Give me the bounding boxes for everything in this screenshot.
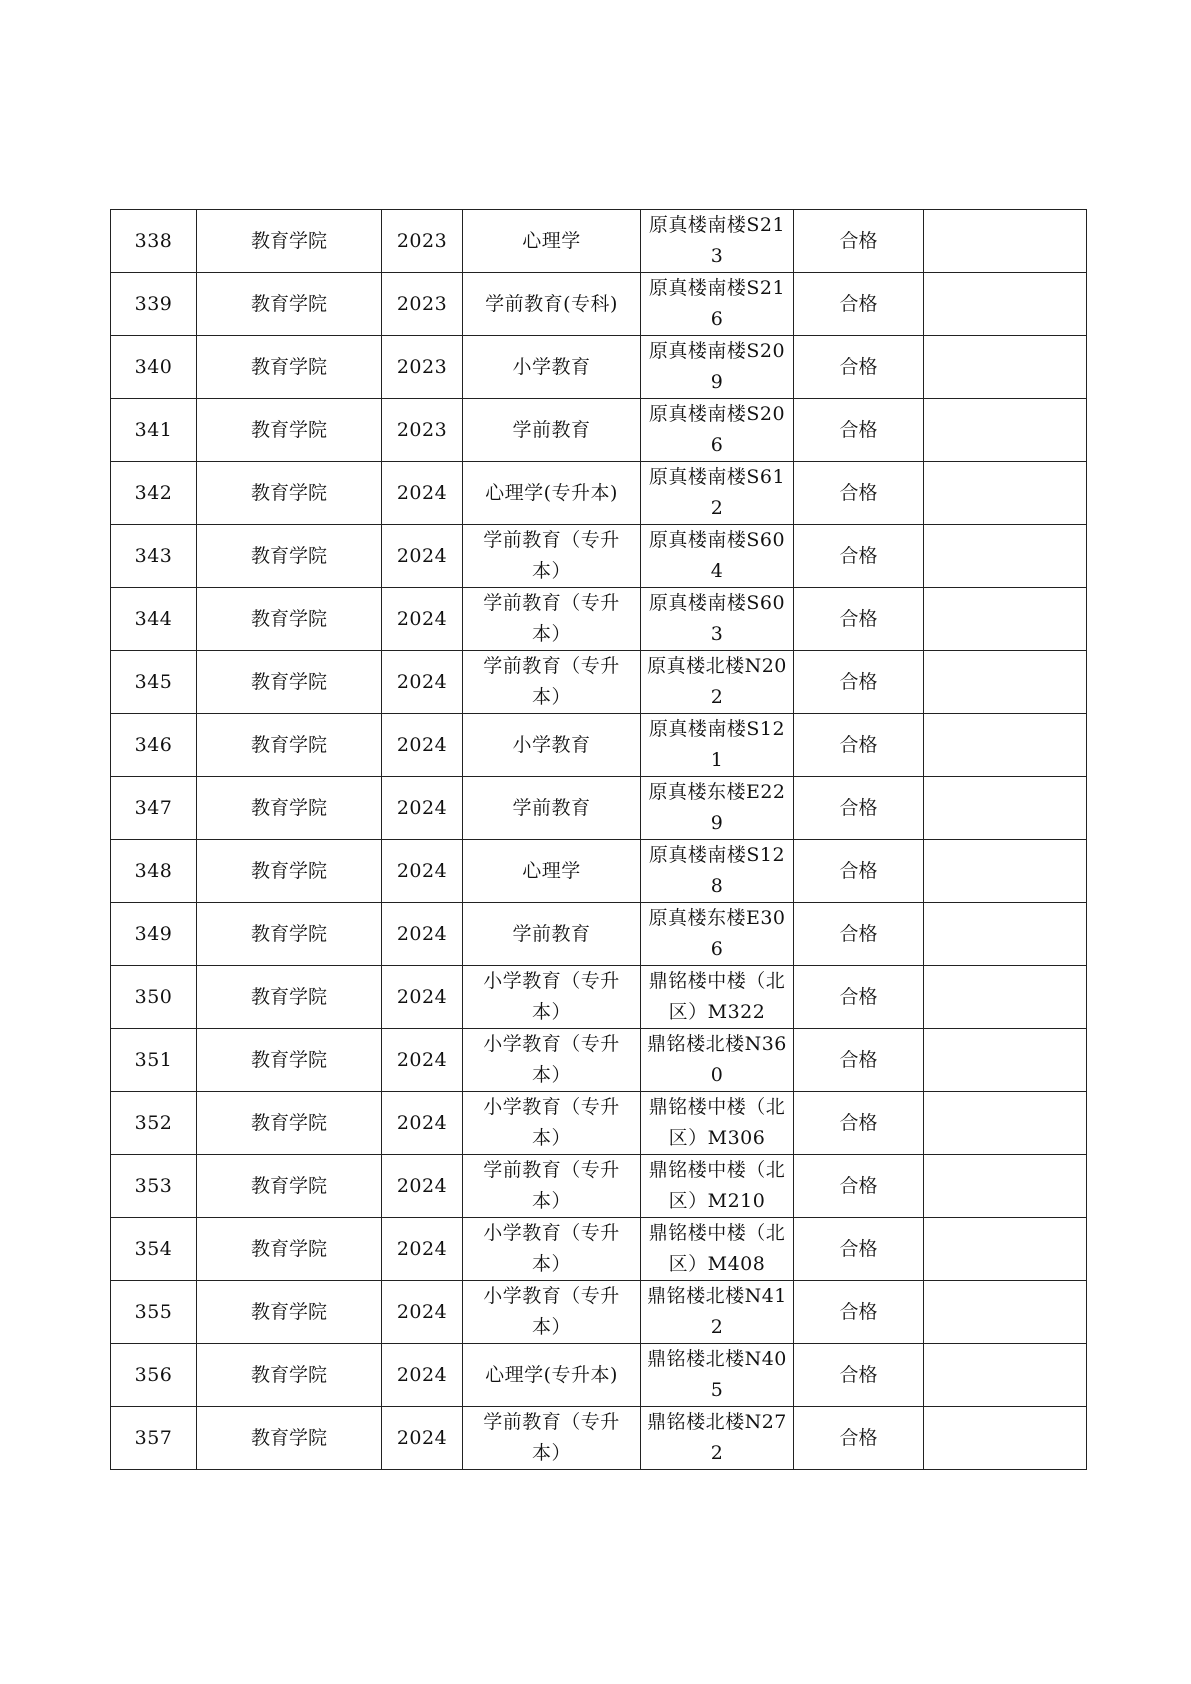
note-cell	[924, 336, 1087, 399]
major-cell: 小学教育（专升本）	[463, 1092, 641, 1155]
college-cell: 教育学院	[197, 651, 382, 714]
note-cell	[924, 777, 1087, 840]
year-cell: 2024	[382, 588, 463, 651]
row-number-cell: 348	[111, 840, 197, 903]
table-row	[111, 777, 1087, 840]
result-cell: 合格	[794, 210, 924, 273]
college-cell: 教育学院	[197, 1281, 382, 1344]
college-cell: 教育学院	[197, 714, 382, 777]
table-row	[111, 840, 1087, 903]
college-cell: 教育学院	[197, 588, 382, 651]
row-number-cell: 345	[111, 651, 197, 714]
result-cell: 合格	[794, 714, 924, 777]
row-number-cell: 340	[111, 336, 197, 399]
major-cell: 小学教育（专升本）	[463, 966, 641, 1029]
note-cell	[924, 462, 1087, 525]
year-cell: 2024	[382, 777, 463, 840]
college-cell: 教育学院	[197, 462, 382, 525]
result-cell: 合格	[794, 903, 924, 966]
note-cell	[924, 273, 1087, 336]
year-cell: 2024	[382, 525, 463, 588]
result-cell: 合格	[794, 273, 924, 336]
major-cell: 心理学	[463, 840, 641, 903]
row-number-cell: 351	[111, 1029, 197, 1092]
year-cell: 2024	[382, 714, 463, 777]
result-cell: 合格	[794, 1029, 924, 1092]
note-cell	[924, 1281, 1087, 1344]
room-cell: 鼎铭楼北楼N405	[641, 1344, 794, 1407]
table-row	[111, 966, 1087, 1029]
college-cell: 教育学院	[197, 777, 382, 840]
year-cell: 2023	[382, 399, 463, 462]
table-row	[111, 1029, 1087, 1092]
major-cell: 学前教育（专升本）	[463, 525, 641, 588]
year-cell: 2024	[382, 1218, 463, 1281]
result-cell: 合格	[794, 462, 924, 525]
room-cell: 原真楼南楼S206	[641, 399, 794, 462]
college-cell: 教育学院	[197, 840, 382, 903]
note-cell	[924, 588, 1087, 651]
room-cell: 鼎铭楼中楼（北区）M306	[641, 1092, 794, 1155]
major-cell: 学前教育	[463, 399, 641, 462]
room-cell: 原真楼南楼S604	[641, 525, 794, 588]
note-cell	[924, 1092, 1087, 1155]
year-cell: 2023	[382, 210, 463, 273]
table-row	[111, 1092, 1087, 1155]
row-number-cell: 346	[111, 714, 197, 777]
year-cell: 2023	[382, 336, 463, 399]
result-cell: 合格	[794, 1344, 924, 1407]
room-cell: 原真楼东楼E306	[641, 903, 794, 966]
college-cell: 教育学院	[197, 336, 382, 399]
result-cell: 合格	[794, 840, 924, 903]
college-cell: 教育学院	[197, 273, 382, 336]
note-cell	[924, 651, 1087, 714]
major-cell: 学前教育	[463, 777, 641, 840]
major-cell: 心理学(专升本)	[463, 462, 641, 525]
year-cell: 2024	[382, 1281, 463, 1344]
table-row	[111, 525, 1087, 588]
year-cell: 2024	[382, 966, 463, 1029]
college-cell: 教育学院	[197, 1155, 382, 1218]
note-cell	[924, 1218, 1087, 1281]
note-cell	[924, 210, 1087, 273]
result-cell: 合格	[794, 588, 924, 651]
note-cell	[924, 840, 1087, 903]
room-cell: 鼎铭楼中楼（北区）M322	[641, 966, 794, 1029]
year-cell: 2024	[382, 1092, 463, 1155]
note-cell	[924, 1407, 1087, 1470]
result-cell: 合格	[794, 1407, 924, 1470]
row-number-cell: 350	[111, 966, 197, 1029]
major-cell: 小学教育	[463, 336, 641, 399]
row-number-cell: 338	[111, 210, 197, 273]
college-cell: 教育学院	[197, 525, 382, 588]
row-number-cell: 341	[111, 399, 197, 462]
table-row	[111, 588, 1087, 651]
room-cell: 原真楼南楼S612	[641, 462, 794, 525]
room-cell: 原真楼南楼S209	[641, 336, 794, 399]
table-row	[111, 273, 1087, 336]
major-cell: 小学教育（专升本）	[463, 1029, 641, 1092]
table-row	[111, 1155, 1087, 1218]
college-cell: 教育学院	[197, 966, 382, 1029]
result-cell: 合格	[794, 1092, 924, 1155]
major-cell: 小学教育（专升本）	[463, 1281, 641, 1344]
note-cell	[924, 1155, 1087, 1218]
major-cell: 学前教育（专升本）	[463, 588, 641, 651]
major-cell: 小学教育	[463, 714, 641, 777]
year-cell: 2024	[382, 840, 463, 903]
year-cell: 2024	[382, 903, 463, 966]
room-cell: 原真楼南楼S216	[641, 273, 794, 336]
room-cell: 原真楼南楼S121	[641, 714, 794, 777]
college-cell: 教育学院	[197, 1407, 382, 1470]
row-number-cell: 343	[111, 525, 197, 588]
note-cell	[924, 1344, 1087, 1407]
row-number-cell: 342	[111, 462, 197, 525]
room-cell: 鼎铭楼北楼N360	[641, 1029, 794, 1092]
year-cell: 2024	[382, 1344, 463, 1407]
result-cell: 合格	[794, 525, 924, 588]
note-cell	[924, 399, 1087, 462]
note-cell	[924, 525, 1087, 588]
major-cell: 学前教育（专升本）	[463, 1155, 641, 1218]
room-cell: 原真楼东楼E229	[641, 777, 794, 840]
table-row	[111, 1281, 1087, 1344]
year-cell: 2024	[382, 1407, 463, 1470]
table-row	[111, 1407, 1087, 1470]
table-body	[111, 210, 1087, 1470]
table-row	[111, 651, 1087, 714]
room-cell: 鼎铭楼北楼N272	[641, 1407, 794, 1470]
result-cell: 合格	[794, 1281, 924, 1344]
table-row	[111, 1344, 1087, 1407]
table-row	[111, 714, 1087, 777]
room-cell: 原真楼南楼S603	[641, 588, 794, 651]
table-row	[111, 336, 1087, 399]
year-cell: 2024	[382, 462, 463, 525]
row-number-cell: 352	[111, 1092, 197, 1155]
row-number-cell: 349	[111, 903, 197, 966]
college-cell: 教育学院	[197, 399, 382, 462]
major-cell: 学前教育(专科)	[463, 273, 641, 336]
room-cell: 鼎铭楼北楼N412	[641, 1281, 794, 1344]
note-cell	[924, 1029, 1087, 1092]
table-row	[111, 462, 1087, 525]
room-cell: 原真楼北楼N202	[641, 651, 794, 714]
inspection-results-table	[110, 209, 1087, 1470]
room-cell: 鼎铭楼中楼（北区）M408	[641, 1218, 794, 1281]
result-cell: 合格	[794, 966, 924, 1029]
major-cell: 心理学(专升本)	[463, 1344, 641, 1407]
row-number-cell: 354	[111, 1218, 197, 1281]
year-cell: 2024	[382, 1155, 463, 1218]
note-cell	[924, 714, 1087, 777]
college-cell: 教育学院	[197, 1029, 382, 1092]
year-cell: 2024	[382, 1029, 463, 1092]
row-number-cell: 339	[111, 273, 197, 336]
room-cell: 鼎铭楼中楼（北区）M210	[641, 1155, 794, 1218]
note-cell	[924, 903, 1087, 966]
table-row	[111, 1218, 1087, 1281]
result-cell: 合格	[794, 399, 924, 462]
row-number-cell: 355	[111, 1281, 197, 1344]
table-row	[111, 903, 1087, 966]
row-number-cell: 356	[111, 1344, 197, 1407]
row-number-cell: 357	[111, 1407, 197, 1470]
result-cell: 合格	[794, 1155, 924, 1218]
result-cell: 合格	[794, 1218, 924, 1281]
note-cell	[924, 966, 1087, 1029]
major-cell: 学前教育（专升本）	[463, 651, 641, 714]
result-cell: 合格	[794, 777, 924, 840]
major-cell: 学前教育（专升本）	[463, 1407, 641, 1470]
major-cell: 小学教育（专升本）	[463, 1218, 641, 1281]
college-cell: 教育学院	[197, 210, 382, 273]
room-cell: 原真楼南楼S128	[641, 840, 794, 903]
row-number-cell: 344	[111, 588, 197, 651]
college-cell: 教育学院	[197, 1092, 382, 1155]
college-cell: 教育学院	[197, 903, 382, 966]
row-number-cell: 353	[111, 1155, 197, 1218]
row-number-cell: 347	[111, 777, 197, 840]
college-cell: 教育学院	[197, 1344, 382, 1407]
result-cell: 合格	[794, 651, 924, 714]
college-cell: 教育学院	[197, 1218, 382, 1281]
year-cell: 2023	[382, 273, 463, 336]
result-cell: 合格	[794, 336, 924, 399]
year-cell: 2024	[382, 651, 463, 714]
major-cell: 学前教育	[463, 903, 641, 966]
room-cell: 原真楼南楼S213	[641, 210, 794, 273]
major-cell: 心理学	[463, 210, 641, 273]
table-row	[111, 399, 1087, 462]
table-row	[111, 210, 1087, 273]
